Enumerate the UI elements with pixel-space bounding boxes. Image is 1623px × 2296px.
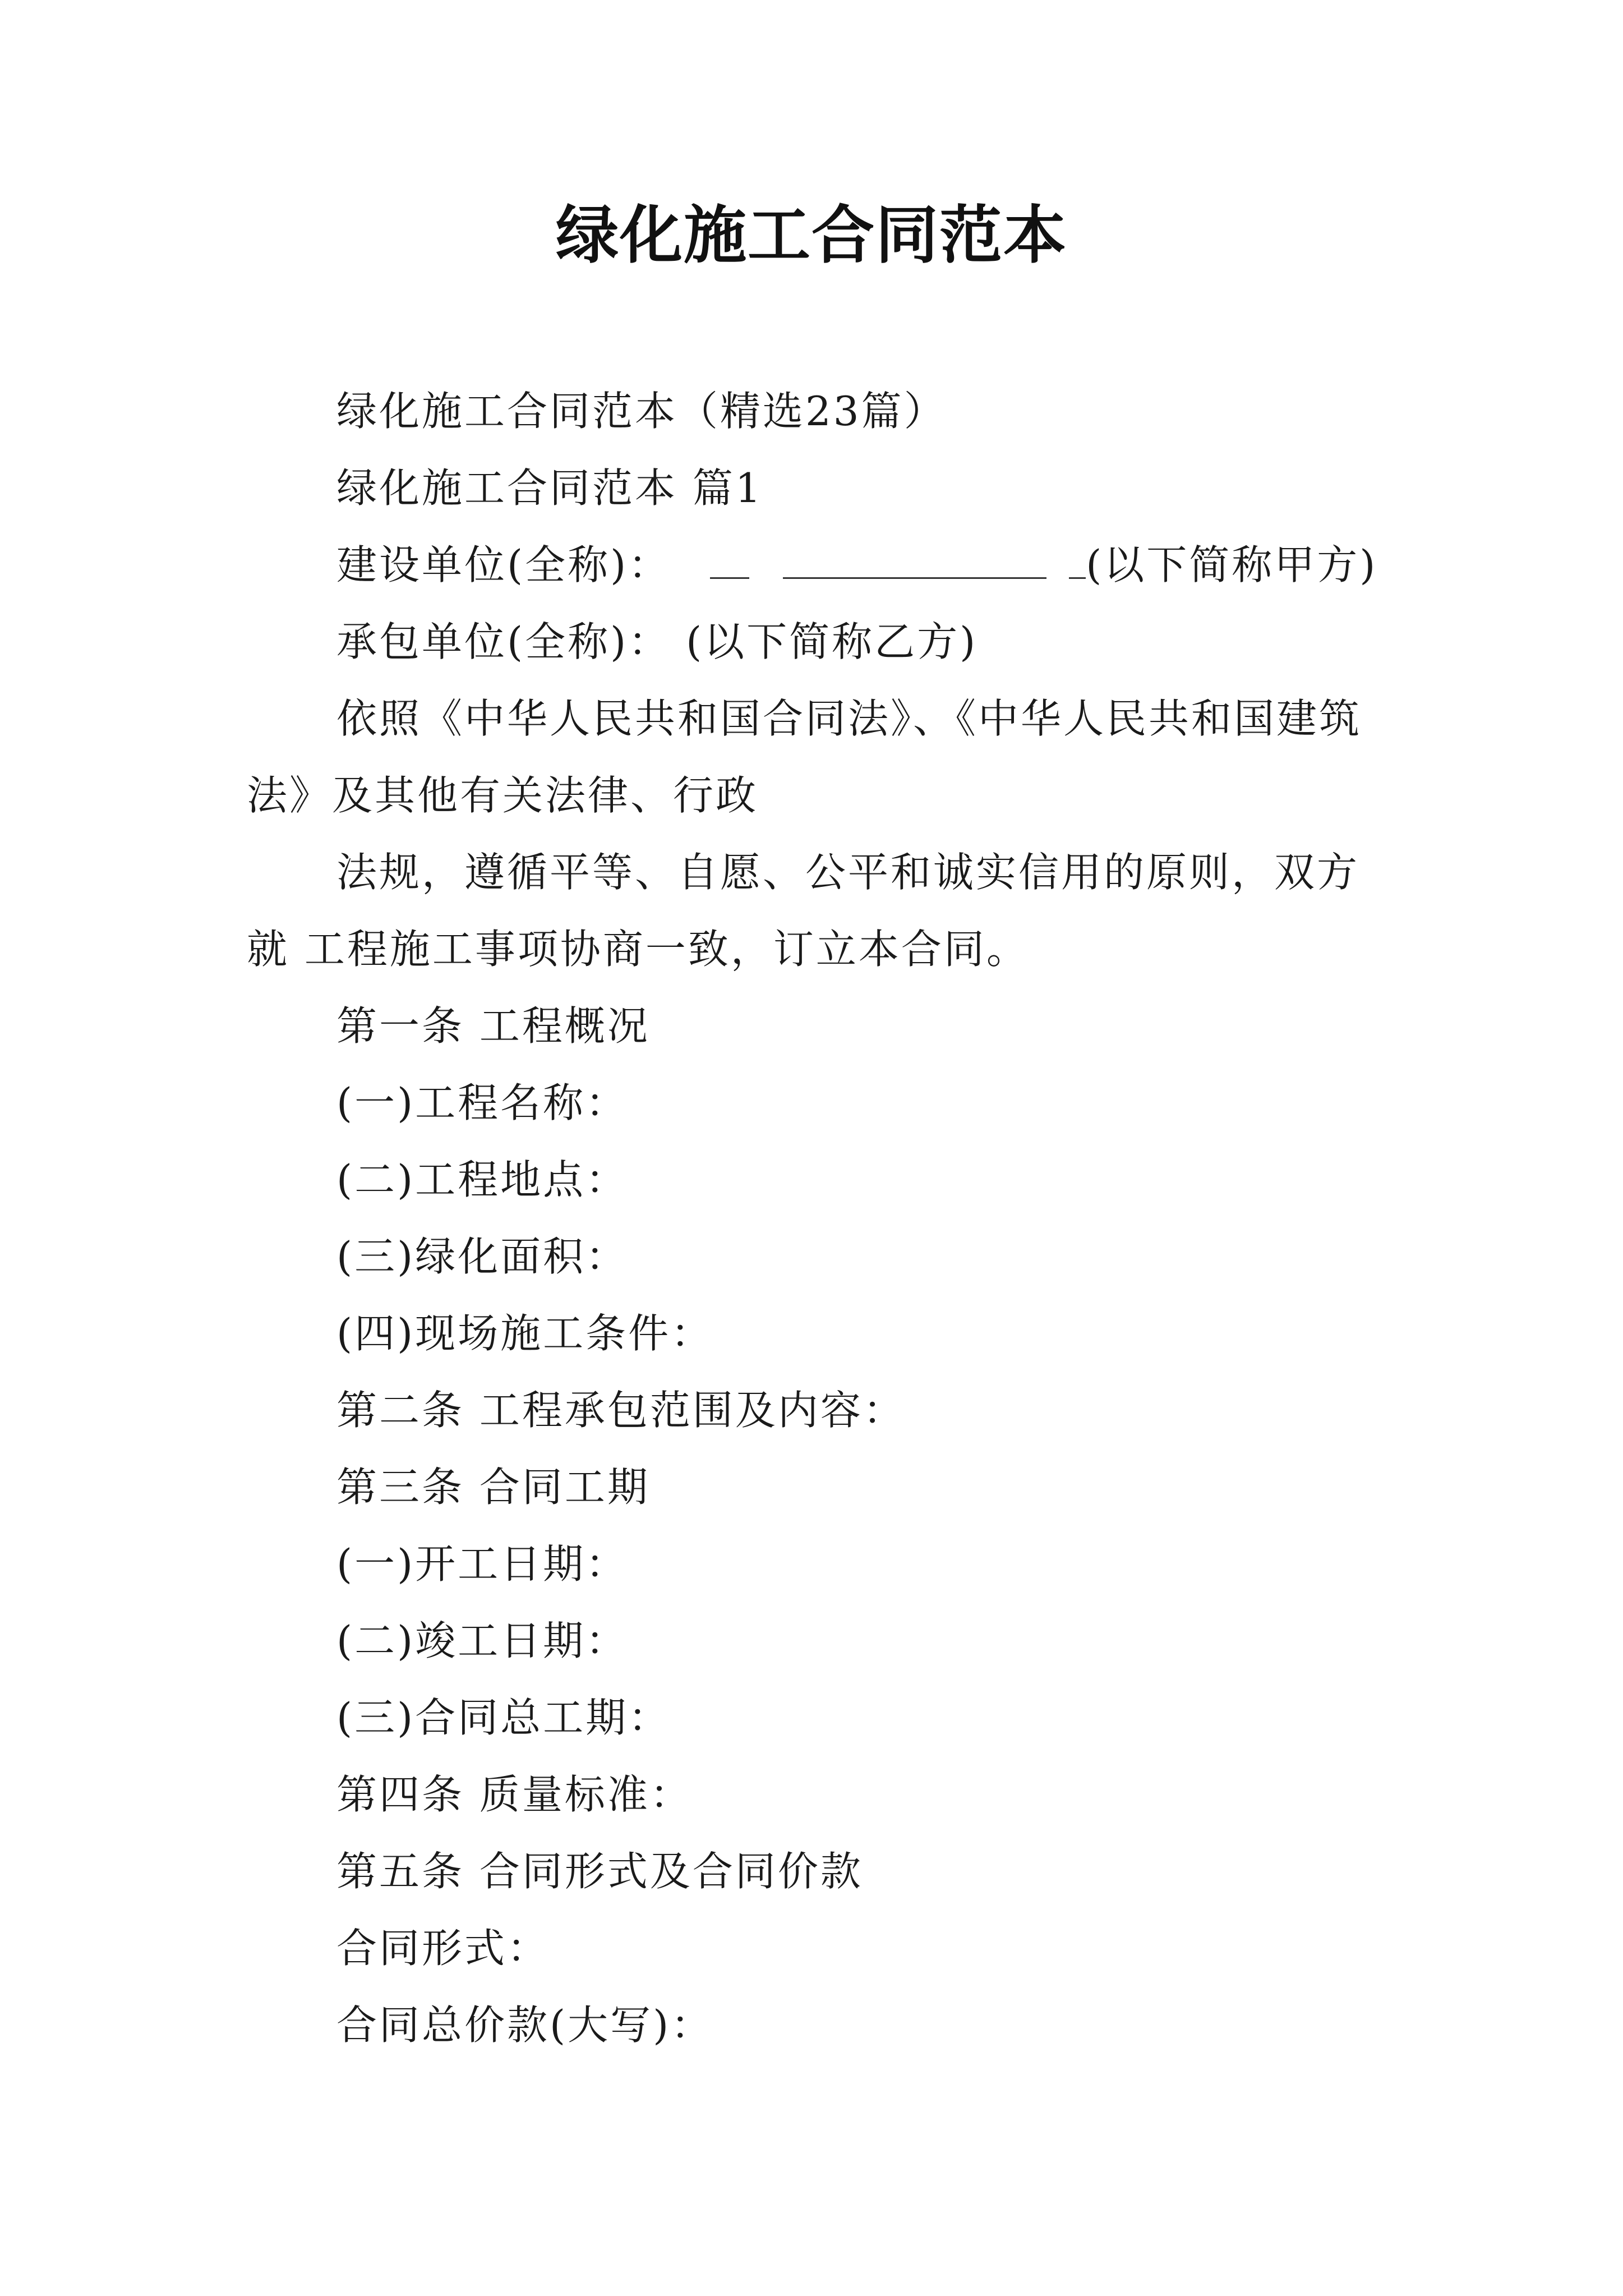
article-2-heading: 第二条 工程承包范围及内容： — [336, 1387, 906, 1434]
article-3-item: (二)竣工日期： — [336, 1617, 629, 1664]
article-1-item: (四)现场施工条件： — [336, 1310, 714, 1357]
article-heading: 绿化施工合同范本 篇1 — [336, 464, 763, 512]
document-body — [247, 373, 1391, 2064]
contract-form: 合同形式： — [336, 1925, 550, 1972]
party-a-label: 建设单位(全称)： — [336, 541, 671, 588]
principles-paragraph: 法规，遵循平等、自愿、公平和诚实信用的原则，双方就 工程施工事项协商一致，订立本合同。 — [247, 849, 1360, 973]
subtitle: 绿化施工合同范本（精选23篇） — [336, 388, 947, 435]
article-3-item: (三)合同总工期： — [336, 1694, 671, 1741]
blank-line — [710, 544, 749, 579]
article-1-item: (三)绿化面积： — [336, 1233, 629, 1280]
article-3-heading: 第三条 合同工期 — [336, 1464, 650, 1511]
article-3-item: (一)开工日期： — [336, 1540, 629, 1588]
blank-line — [783, 544, 1046, 579]
article-1-heading: 第一条 工程概况 — [336, 1002, 650, 1050]
party-a-line — [247, 527, 1391, 604]
article-4-heading: 第四条 质量标准： — [336, 1771, 693, 1818]
legal-basis-paragraph: 依照《中华人民共和国合同法》、《中华人民共和国建筑法》及其他有关法律、行政 — [247, 695, 1362, 819]
party-b-line: 承包单位(全称)： (以下简称乙方) — [336, 618, 978, 665]
party-a-suffix: (以下简称甲方) — [1086, 541, 1378, 588]
contract-price: 合同总价款(大写)： — [336, 2001, 714, 2049]
article-1-item: (二)工程地点： — [336, 1156, 629, 1203]
article-1-item: (一)工程名称： — [336, 1079, 629, 1126]
article-5-heading: 第五条 合同形式及合同价款 — [336, 1848, 863, 1895]
blank-line — [1069, 544, 1086, 579]
document-title: 绿化施工合同范本 — [556, 199, 1067, 272]
